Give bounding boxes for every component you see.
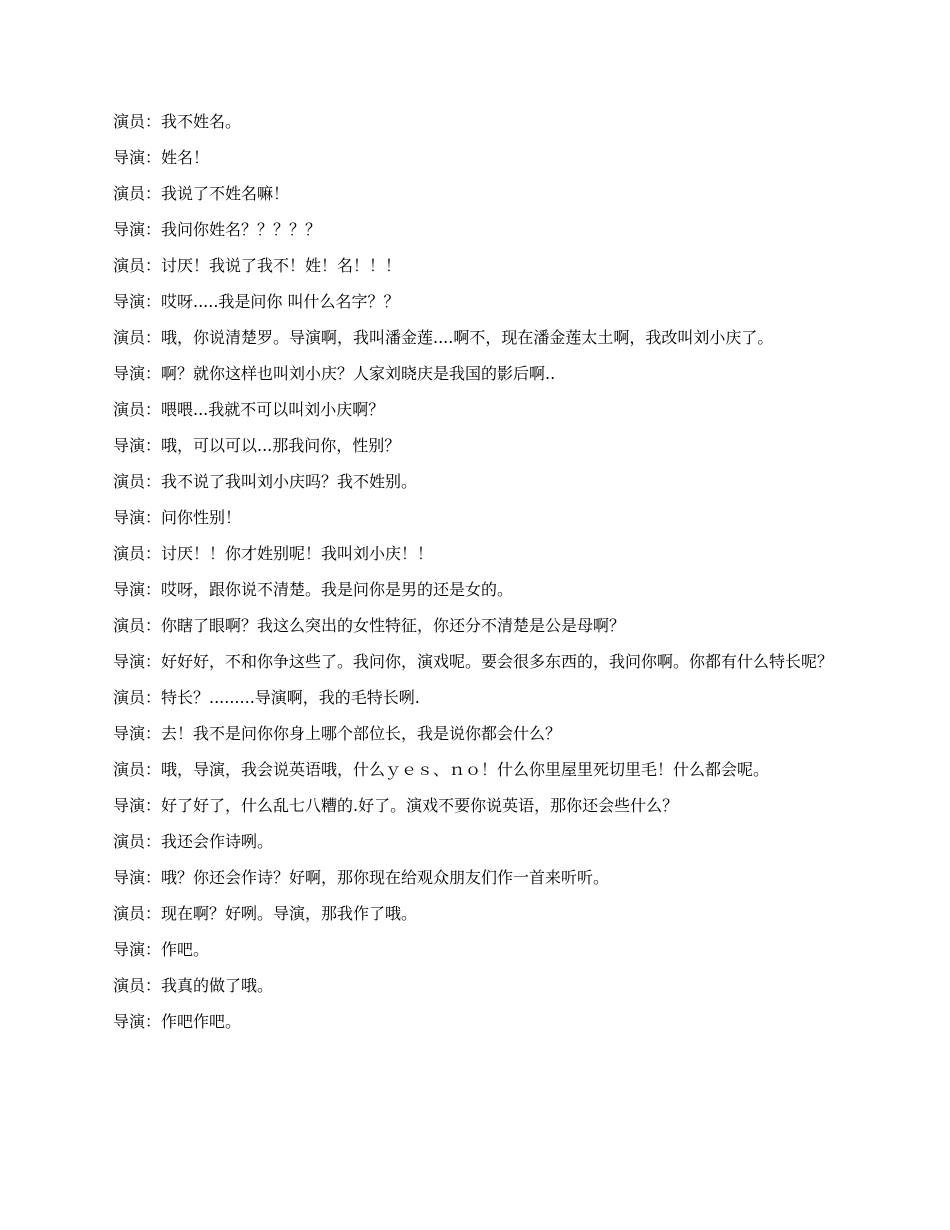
dialogue-line: 演员：喂喂...我就不可以叫刘小庆啊？	[113, 400, 385, 419]
dialogue-line: 导演：哎呀，跟你说不清楚。我是问你是男的还是女的。	[113, 580, 514, 599]
dialogue-line: 导演：我问你姓名？？？？？	[113, 220, 322, 239]
dialogue-line: 导演：哦？你还会作诗？好啊，那你现在给观众朋友们作一首来听听。	[113, 868, 610, 887]
dialogue-line: 演员：讨厌！我说了我不！姓！名！！！	[113, 256, 402, 275]
dialogue-line: 演员：我说了不姓名嘛！	[113, 184, 290, 203]
dialogue-line: 导演：问你性别！	[113, 508, 242, 527]
dialogue-line: 演员：我不姓名。	[113, 112, 242, 131]
dialogue-line: 演员：我不说了我叫刘小庆吗？我不姓别。	[113, 472, 418, 491]
dialogue-line: 导演：好了好了，什么乱七八糟的.好了。演戏不要你说英语，那你还会些什么？	[113, 796, 679, 815]
dialogue-body	[113, 112, 840, 1048]
dialogue-line: 导演：好好好，不和你争这些了。我问你，演戏呢。要会很多东西的，我问你啊。你都有什么特长呢？	[113, 652, 834, 671]
dialogue-line: 导演：啊？就你这样也叫刘小庆？人家刘晓庆是我国的影后啊..	[113, 364, 556, 383]
dialogue-line: 导演：哎呀.....我是问你 叫什么名字？？	[113, 292, 400, 311]
dialogue-line: 导演：姓名！	[113, 148, 210, 167]
dialogue-line: 导演：哦，可以可以...那我问你，性别？	[113, 436, 401, 455]
dialogue-line: 演员：我真的做了哦。	[113, 976, 274, 995]
dialogue-line: 演员：我还会作诗咧。	[113, 832, 274, 851]
dialogue-line: 演员：现在啊？好咧。导演，那我作了哦。	[113, 904, 418, 923]
dialogue-line: 导演：作吧。	[113, 940, 210, 959]
dialogue-line: 演员：哦，导演，我会说英语哦，什么ｙｅｓ、ｎｏ！什么你里屋里死切里毛！什么都会呢。	[113, 760, 770, 779]
dialogue-line: 演员：讨厌！！你才姓别呢！我叫刘小庆！！	[113, 544, 434, 563]
dialogue-line: 演员：你瞎了眼啊？我这么突出的女性特征，你还分不清楚是公是母啊？	[113, 616, 626, 635]
dialogue-line: 导演：去！我不是问你你身上哪个部位长，我是说你都会什么？	[113, 724, 562, 743]
dialogue-line: 演员：特长？.........导演啊，我的毛特长咧.	[113, 688, 420, 707]
dialogue-line: 演员：哦，你说清楚罗。导演啊，我叫潘金莲....啊不，现在潘金莲太土啊，我改叫刘小庆了。	[113, 328, 774, 347]
dialogue-line: 导演：作吧作吧。	[113, 1012, 242, 1031]
